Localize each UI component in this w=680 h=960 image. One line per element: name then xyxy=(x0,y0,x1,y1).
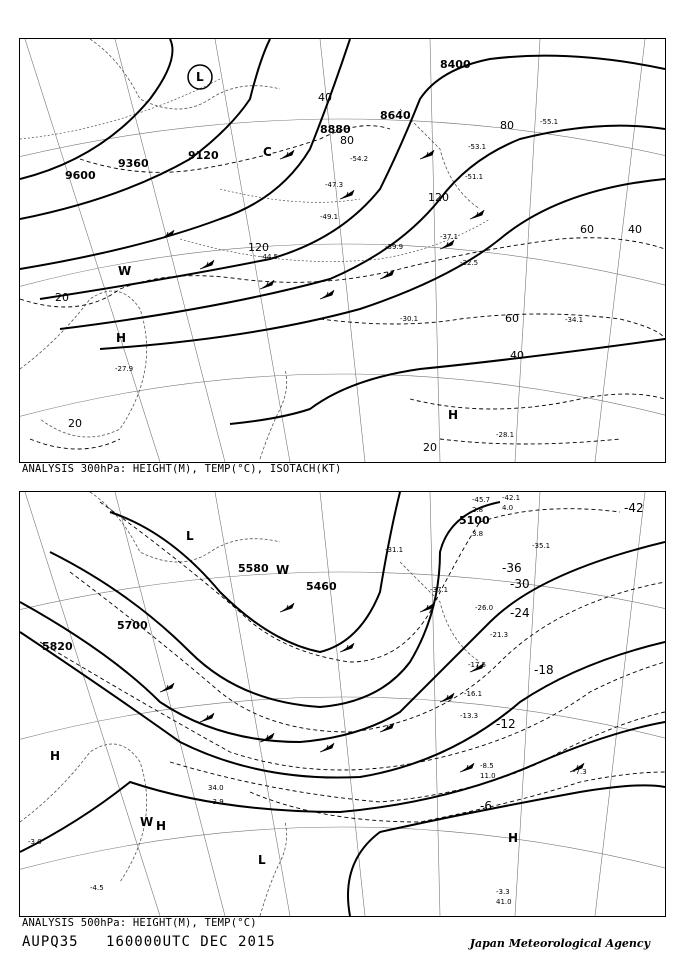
station-temp: -3.0 xyxy=(28,838,42,846)
station-temp: -47.3 xyxy=(325,181,344,189)
product-header xyxy=(22,934,294,950)
station-temp: -30.1 xyxy=(400,315,419,323)
high-center: H xyxy=(448,408,459,422)
station-temp: -35.1 xyxy=(532,542,551,550)
station-temp: -17.5 xyxy=(468,661,487,669)
warm-center: W xyxy=(276,563,290,577)
station-temps xyxy=(115,118,583,439)
station-temp: -21.3 xyxy=(490,631,509,639)
station-temp: 11.0 xyxy=(480,772,496,780)
caption-500hpa: ANALYSIS 500hPa: HEIGHT(M), TEMP(°C) xyxy=(22,917,257,929)
station-temp: -3.3 xyxy=(496,888,510,896)
low-center: L xyxy=(186,529,194,543)
height-label: 5580 xyxy=(238,562,269,575)
product-code: AUPQ35 xyxy=(22,934,79,950)
station-temp: 2.8 xyxy=(472,506,484,514)
height-labels xyxy=(42,514,490,653)
station-temp: -8.5 xyxy=(480,762,494,770)
warm-center: W xyxy=(140,815,154,829)
station-temp: -42.1 xyxy=(502,494,521,502)
station-temp: -49.1 xyxy=(320,213,339,221)
isotach-label: 20 xyxy=(68,417,82,430)
caption-300hpa: ANALYSIS 300hPa: HEIGHT(M), TEMP(°C), ISOTACH(KT) xyxy=(22,463,342,475)
station-temp: -51.1 xyxy=(465,173,484,181)
station-temp: -4.5 xyxy=(90,884,104,892)
station-temp: -3.9 xyxy=(210,798,224,806)
height-label: 5100 xyxy=(459,514,490,527)
cold-center: C xyxy=(263,145,272,159)
warm-center: W xyxy=(118,264,132,278)
station-temp: -37.1 xyxy=(440,233,459,241)
map-500hpa xyxy=(19,491,666,917)
wind-barbs xyxy=(160,603,584,772)
height-label: 5820 xyxy=(42,640,73,653)
map-500hpa-canvas xyxy=(20,492,665,916)
isotherm-label: -30 xyxy=(510,577,530,591)
height-label: 8880 xyxy=(320,123,351,136)
isotach-label: 120 xyxy=(428,191,449,204)
height-labels xyxy=(65,58,471,182)
height-contours xyxy=(20,492,665,916)
station-temp: -13.3 xyxy=(460,712,479,720)
height-label: 9360 xyxy=(118,157,149,170)
isotach-label: 40 xyxy=(318,91,332,104)
station-temp: -45.7 xyxy=(472,496,491,504)
isotherm-label: -6 xyxy=(480,799,492,813)
isotach-label: 120 xyxy=(248,241,269,254)
low-center: L xyxy=(258,853,266,867)
height-label: 8640 xyxy=(380,109,411,122)
station-temp: -34.1 xyxy=(565,316,584,324)
station-temp: -55.1 xyxy=(540,118,559,126)
high-center: H xyxy=(50,749,61,763)
map-300hpa-canvas xyxy=(20,39,665,462)
isotach-label: 80 xyxy=(340,134,354,147)
height-label: 9120 xyxy=(188,149,219,162)
station-temp: -16.1 xyxy=(464,690,483,698)
isotach-label: 60 xyxy=(580,223,594,236)
agency-credit: Japan Meteorological Agency xyxy=(469,937,650,950)
isotherms xyxy=(40,502,665,822)
isotach-label: 40 xyxy=(628,223,642,236)
high-center: H xyxy=(508,831,519,845)
station-temp: -54.2 xyxy=(350,155,369,163)
isotach-label: 20 xyxy=(423,441,437,454)
station-temp: 41.0 xyxy=(496,898,512,906)
isotach-label: 80 xyxy=(500,119,514,132)
height-label: 9600 xyxy=(65,169,96,182)
station-temp: -44.5 xyxy=(260,253,279,261)
station-temp: 3.8 xyxy=(472,530,484,538)
station-temp: 34.0 xyxy=(208,784,224,792)
station-temp: -28.1 xyxy=(496,431,515,439)
station-temp: -37.1 xyxy=(430,586,449,594)
station-temps xyxy=(28,494,587,906)
station-temp: -32.5 xyxy=(460,259,479,267)
station-temp: -31.1 xyxy=(385,546,404,554)
isotherm-label: -18 xyxy=(534,663,554,677)
station-temp: -53.1 xyxy=(468,143,487,151)
isotherm-label: -36 xyxy=(502,561,522,575)
isotach-label: 40 xyxy=(510,349,524,362)
map-300hpa xyxy=(19,38,666,463)
isotherm-label: -12 xyxy=(496,717,516,731)
isotherm-label: -42 xyxy=(624,501,644,515)
height-label: 8400 xyxy=(440,58,471,71)
station-temp: 4.0 xyxy=(502,504,514,512)
isotach-labels xyxy=(55,91,642,454)
station-temp: -27.9 xyxy=(115,365,134,373)
pressure-centers xyxy=(116,70,458,422)
high-center: H xyxy=(116,331,127,345)
station-temp: -39.9 xyxy=(385,243,404,251)
height-label: 5700 xyxy=(117,619,148,632)
isotach-label: 60 xyxy=(505,312,519,325)
isotach-label: 20 xyxy=(55,291,69,304)
station-temp: -26.0 xyxy=(475,604,494,612)
low-center: L xyxy=(196,70,204,84)
height-label: 5460 xyxy=(306,580,337,593)
valid-time: 160000UTC DEC 2015 xyxy=(106,934,276,950)
high-center: H xyxy=(156,819,167,833)
isotherm-label: -24 xyxy=(510,606,530,620)
station-temp: -7.3 xyxy=(573,768,587,776)
